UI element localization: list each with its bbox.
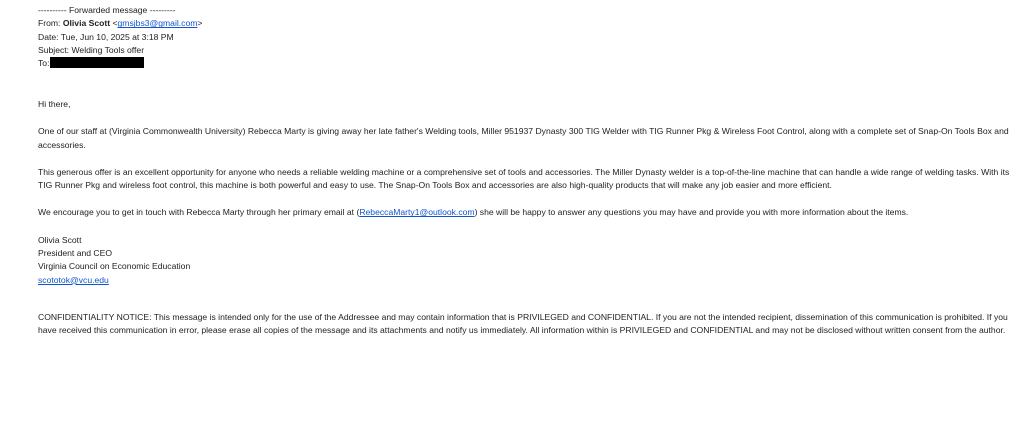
from-line: From: Olivia Scott <gmsjbs3@gmail.com> (38, 18, 203, 29)
date-label: Date: (38, 31, 61, 42)
redacted-recipient (50, 57, 144, 68)
message-body (38, 98, 1018, 338)
greeting: Hi there, (38, 99, 71, 109)
from-label: From: (38, 18, 63, 29)
signature-title: President and CEO (38, 248, 113, 259)
contact-email-link[interactable]: RebeccaMarty1@outlook.com (359, 207, 475, 218)
subject-value: Welding Tools offer (71, 44, 145, 55)
confidentiality-notice: CONFIDENTIALITY NOTICE: This message is intended only for the use of the Addressee and may contain information that is PRIVILEGED and CONFIDENTIAL. If you are not the intended recipient, dissemination of this communication is prohibited. If you have received this communication in error, please erase all copies of the message and its attachments and notify us immediately. All information within is PRIVILEGED and CONFIDENTIAL and may not be disclosed without written consent from the author. (38, 311, 1008, 336)
date-line (38, 31, 202, 44)
signature-email-link[interactable]: scototok@vcu.edu (38, 274, 109, 285)
forwarded-message-line: ---------- Forwarded message --------- (38, 5, 176, 15)
signature-org: Virginia Council on Economic Education (38, 261, 191, 272)
to-line (38, 57, 202, 70)
signature-name: Olivia Scott (38, 234, 82, 245)
paragraph-offer-details: This generous offer is an excellent opportunity for anyone who needs a reliable welding machine or a comprehensive set of tools and accessories. The Miller Dynasty welder is a top-of-the-line machine that can handle a wide range of welding tasks. With its TIG Runner Pkg and wireless foot control, this machine is both powerful and easy to use. The Snap-On Tools Box and accessories are also high-quality products that will make any job easier and more efficient. (38, 166, 1010, 191)
contact-prefix: We encourage you to get in touch with Rebecca Marty through her primary email at ( (38, 207, 360, 218)
signature (38, 234, 1018, 287)
paragraph-contact (38, 206, 1018, 219)
from-name: Olivia Scott (62, 18, 111, 29)
to-label: To: (38, 58, 50, 69)
forwarded-header (38, 4, 202, 70)
contact-suffix: ) she will be happy to answer any questions you may have and provide you with more information about the items. (474, 207, 909, 218)
from-email-link[interactable]: gmsjbs3@gmail.com (117, 18, 198, 29)
subject-line (38, 44, 202, 57)
subject-label: Subject: (38, 44, 72, 55)
date-value: Tue, Jun 10, 2025 at 3:18 PM (60, 31, 174, 42)
paragraph-giveaway: One of our staff at (Virginia Commonwealth University) Rebecca Marty is giving away her late father's Welding tools, Miller 951937 Dynasty 300 TIG Welder with TIG Runner Pkg & Wireless Foot Control, along with a complete set of Snap-On Tools Box and accessories. (38, 126, 1009, 150)
